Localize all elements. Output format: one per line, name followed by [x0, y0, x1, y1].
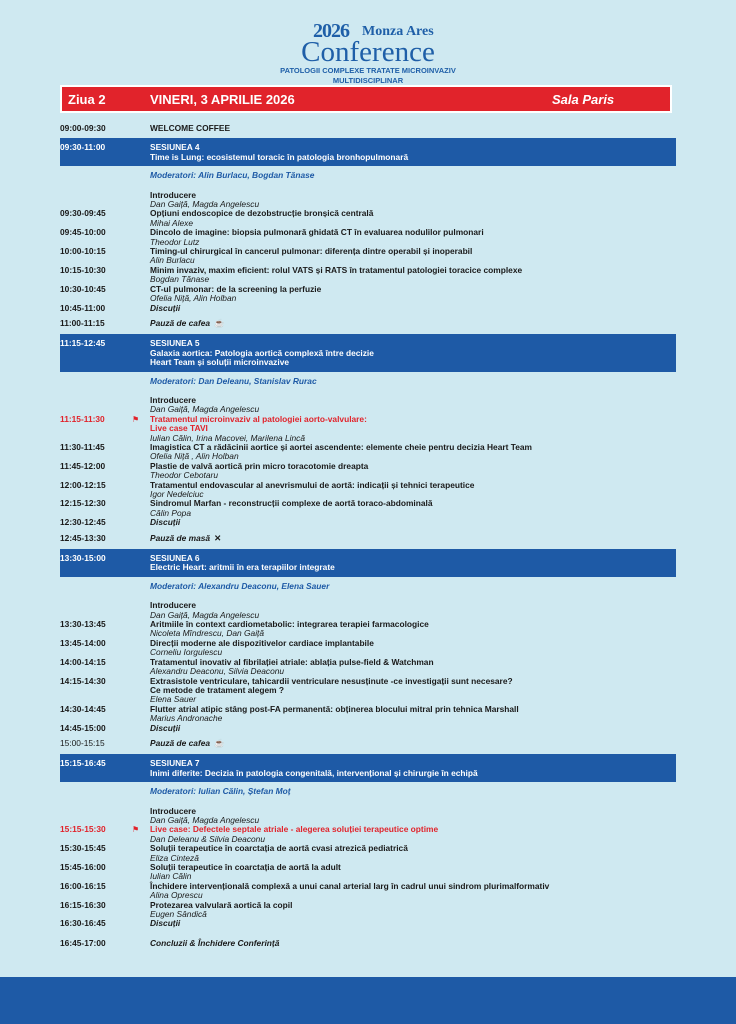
- item-time: 16:45-17:00: [60, 937, 106, 948]
- break-row: [60, 534, 676, 543]
- item-title: Concluzii & Închidere Conferință: [150, 937, 280, 948]
- moderators: Moderatori: Alexandru Deaconu, Elena Sauer: [150, 580, 330, 591]
- break-time: 12:45-13:30: [60, 532, 106, 543]
- item-title: Introducere: [150, 805, 197, 816]
- item-row: [60, 518, 676, 527]
- program-item: [60, 481, 676, 500]
- item-title: Opțiuni endoscopice de dezobstrucție bronșică centrală: [150, 208, 374, 219]
- item-time: 10:15-10:30: [60, 264, 106, 275]
- item-title: Aritmiile în context cardiometabolic: integrarea terapiei farmacologice: [150, 619, 429, 630]
- speakers: Eliza Cinteză: [150, 852, 199, 863]
- session-title: SESIUNEA 5: [150, 338, 200, 349]
- item-row: [60, 939, 676, 948]
- session-time: [60, 769, 150, 778]
- speakers: Bogdan Tănase: [150, 274, 210, 285]
- item-title: Flutter atrial atipic stâng post-FA permanentă: obținerea blocului mitral prin tehnica Marshall: [150, 703, 519, 714]
- logo-year: 2026: [313, 20, 349, 42]
- program-item: [60, 724, 676, 733]
- break-row: [60, 319, 676, 328]
- item-title-cont: Ce metode de tratament alegem ?: [150, 684, 285, 695]
- session-title: Time is Lung: ecosistemul toracic în patologia bronhopulmonară: [150, 151, 409, 162]
- flag-icon: ⚑: [132, 825, 140, 835]
- item-title: Discuții: [150, 918, 181, 929]
- program-item: [60, 844, 676, 863]
- item-time: 16:30-16:45: [60, 918, 106, 929]
- session-header: [60, 334, 676, 371]
- item-row: [60, 724, 676, 733]
- break-title: [150, 319, 676, 328]
- item-time: 13:45-14:00: [60, 637, 106, 648]
- spacer: [60, 582, 150, 591]
- moderators-row: [60, 377, 676, 386]
- program-item: [60, 266, 676, 285]
- session-time: [60, 563, 150, 572]
- item-title: Soluții terapeutice în coarctația de aortă cvasi atrezică pediatrică: [150, 843, 408, 854]
- session-line: [60, 153, 676, 162]
- session-line: [60, 563, 676, 572]
- program-item: [60, 620, 676, 639]
- item-title: Plastie de valvă aortică prin micro toracotomie dreapta: [150, 460, 369, 471]
- program-item: [60, 863, 676, 882]
- item-title: Direcții moderne ale dispozitivelor cardiace implantabile: [150, 637, 374, 648]
- moderators-row: [60, 787, 676, 796]
- program-item: [60, 939, 676, 948]
- item-title: Imagistica CT a rădăcinii aortice și aortei ascendente: elemente cheie pentru decizia Heart Team: [150, 441, 532, 452]
- item-time: 14:45-15:00: [60, 722, 106, 733]
- program-item: [60, 901, 676, 920]
- spacer: [60, 787, 150, 796]
- break-time: 15:00-15:15: [60, 737, 105, 748]
- item-title: Minim invaziv, maxim eficient: rolul VATS și RATS în tratamentul patologiei toracice complexe: [150, 264, 523, 275]
- item-title: Dincolo de imagine: biopsia pulmonară ghidată CT în evaluarea nodulilor pulmonari: [150, 227, 484, 238]
- program-item: [60, 882, 676, 901]
- program-item: [60, 209, 676, 228]
- session-header: [60, 138, 676, 166]
- day-label: Ziua 2: [68, 92, 106, 107]
- item-time: 15:15-15:30: [60, 824, 106, 835]
- program-item: [60, 304, 676, 313]
- speakers: Dan Gaiță, Magda Angelescu: [150, 404, 260, 415]
- item-title: Sindromul Marfan - reconstrucții complexe de aortă toraco-abdominală: [150, 498, 433, 509]
- item-time: 14:00-14:15: [60, 656, 106, 667]
- program-item: [60, 658, 676, 677]
- footer-band: [0, 977, 736, 1024]
- speakers: Elena Sauer: [150, 694, 197, 705]
- conference-logo: [0, 20, 736, 86]
- item-time: 14:30-14:45: [60, 703, 106, 714]
- program-item: [60, 639, 676, 658]
- item-time: 09:45-10:00: [60, 227, 106, 238]
- session-header: [60, 754, 676, 782]
- item-time: 16:00-16:15: [60, 880, 106, 891]
- item-title: Tratamentul microinvaziv al patologiei aorto-valvulare:: [150, 413, 367, 424]
- item-time: 14:15-14:30: [60, 675, 106, 686]
- break-label: Pauză de masă: [150, 532, 211, 543]
- speakers: Ofelia Niță , Alin Holban: [150, 451, 239, 462]
- item-title: Soluții terapeutice în coarctația de aortă la adult: [150, 862, 341, 872]
- session-title: SESIUNEA 6: [150, 553, 200, 564]
- moderators: Moderatori: Iulian Călin, Ștefan Moț: [150, 786, 291, 797]
- coffee-icon: ☕: [214, 737, 225, 748]
- speakers: Theodor Cebotaru: [150, 470, 218, 481]
- item-time: 12:15-12:30: [60, 498, 106, 509]
- logo-conference: Conference: [301, 36, 435, 68]
- item-title: Live case: Defectele septale atriale - alegerea soluției terapeutice optime: [150, 824, 439, 835]
- session-time: [60, 153, 150, 162]
- item-time: [60, 191, 150, 200]
- item-title: WELCOME COFFEE: [150, 123, 231, 133]
- item-time: 12:30-12:45: [60, 517, 106, 528]
- program-list: [60, 124, 676, 948]
- speakers: Nicoleta Mîndrescu, Dan Gaiță: [150, 628, 265, 639]
- item-title-cont: Live case TAVI: [150, 423, 208, 434]
- item-title: Discuții: [150, 517, 181, 528]
- program-item: [60, 443, 676, 462]
- item-time: [60, 396, 150, 405]
- speakers: Alina Oprescu: [150, 890, 203, 901]
- session-line: [60, 358, 676, 367]
- speakers: Marius Andronache: [150, 713, 223, 724]
- break-label: Pauză de cafea: [150, 737, 211, 748]
- item-row: [60, 304, 676, 313]
- program-item: [60, 601, 676, 620]
- item-time: 09:30-09:45: [60, 208, 106, 219]
- session-time: 15:15-16:45: [60, 758, 106, 769]
- coffee-icon: ☕: [214, 317, 225, 328]
- program-item: [60, 705, 676, 724]
- session-title: Inimi diferite: Decizia în patologia congenitală, intervențional și chirurgie în echipă: [150, 767, 478, 778]
- cutlery-icon: ✕: [214, 532, 222, 543]
- item-title: Introducere: [150, 189, 197, 200]
- speakers: Eugen Sândică: [150, 909, 207, 920]
- speakers: Dan Gaiță, Magda Angelescu: [150, 199, 260, 210]
- speakers: Igor Nedelciuc: [150, 489, 204, 499]
- session-title: Electric Heart: aritmii în era terapiilor integrate: [150, 562, 335, 573]
- session-header: [60, 549, 676, 577]
- session-time: 09:30-11:00: [60, 142, 106, 153]
- moderators: Moderatori: Dan Deleanu, Stanislav Rurac: [150, 375, 317, 386]
- session-time: [60, 349, 150, 358]
- program-item: [60, 462, 676, 481]
- item-title: Închidere intervențională complexă a unui canal arterial larg în cadrul unui sindrom plurimalformativ: [150, 880, 550, 891]
- item-time: 12:00-12:15: [60, 479, 106, 490]
- logo-subtitle-2: MULTIDISCIPLINAR: [332, 76, 404, 85]
- item-time: 11:30-11:45: [60, 441, 105, 452]
- program-item: [60, 415, 676, 443]
- break-label: Pauză de cafea: [150, 317, 211, 328]
- program-item: [60, 124, 676, 133]
- item-title: Introducere: [150, 394, 197, 405]
- item-time: [60, 807, 150, 816]
- session-title: SESIUNEA 7: [150, 758, 200, 769]
- speakers: Dan Gaiță, Magda Angelescu: [150, 609, 260, 620]
- item-time: 11:15-11:30: [60, 413, 105, 424]
- item-title: Protezarea valvulară aortică la copil: [150, 899, 293, 910]
- session-time: 13:30-15:00: [60, 553, 106, 564]
- item-title: Introducere: [150, 600, 197, 611]
- spacer: [60, 171, 150, 180]
- break-time: 11:00-11:15: [60, 317, 105, 328]
- item-row: [60, 124, 676, 133]
- item-title: Tratamentul inovativ al fibrilației atriale: ablația pulse-field & Watchman: [150, 656, 434, 667]
- speakers: Mihai Alexe: [150, 217, 193, 228]
- program-item: [60, 807, 676, 826]
- program-item: [60, 285, 676, 304]
- item-title: Extrasistole ventriculare, tahicardii ventriculare nesusținute -ce investigații sunt necesare?: [150, 675, 513, 686]
- speakers: Dan Deleanu & Silvia Deaconu: [150, 833, 265, 844]
- room-name: Sala Paris: [552, 92, 615, 107]
- item-title: Discuții: [150, 302, 181, 313]
- program-item: [60, 228, 676, 247]
- break-row: [60, 739, 676, 748]
- item-time: 15:30-15:45: [60, 843, 106, 854]
- item-row: [60, 919, 676, 928]
- session-title: Heart Team și soluții microinvazive: [150, 357, 290, 368]
- speakers: Alexandru Deaconu, Silvia Deaconu: [150, 666, 285, 677]
- moderators: Moderatori: Alin Burlacu, Bogdan Tănase: [150, 170, 315, 181]
- item-title: CT-ul pulmonar: de la screening la perfuzie: [150, 283, 322, 294]
- flag-icon: ⚑: [132, 414, 140, 424]
- program-item: [60, 191, 676, 210]
- speakers: Ofelia Niță, Alin Holban: [150, 293, 237, 304]
- speakers: Corneliu Iorgulescu: [150, 647, 223, 658]
- program-item: [60, 499, 676, 518]
- item-time: 11:45-12:00: [60, 460, 106, 471]
- program-item: [60, 677, 676, 705]
- session-line: [60, 769, 676, 778]
- session-title: SESIUNEA 4: [150, 142, 200, 153]
- program-item: [60, 396, 676, 415]
- logo-brand: Monza Ares: [362, 24, 434, 39]
- day-header-band: [62, 87, 670, 111]
- item-time: 16:15-16:30: [60, 899, 106, 910]
- logo-subtitle-1: PATOLOGII COMPLEXE TRATATE MICROINVAZIV: [280, 66, 456, 75]
- item-time: 10:00-10:15: [60, 246, 106, 257]
- spacer: [60, 377, 150, 386]
- moderators-row: [60, 171, 676, 180]
- speakers: Iulian Călin: [150, 871, 192, 882]
- item-time: 10:45-11:00: [60, 302, 106, 313]
- item-time: 15:45-16:00: [60, 862, 106, 872]
- item-time: 13:30-13:45: [60, 619, 106, 630]
- day-date: VINERI, 3 APRILIE 2026: [150, 92, 295, 107]
- session-time: 11:15-12:45: [60, 338, 106, 349]
- program-item: [60, 825, 676, 844]
- program-item: [60, 247, 676, 266]
- item-time: 09:00-09:30: [60, 123, 106, 133]
- moderators-row: [60, 582, 676, 591]
- item-title: Discuții: [150, 722, 181, 733]
- spacer: [60, 686, 150, 695]
- speakers: Alin Burlacu: [150, 255, 195, 266]
- speakers: Theodor Lutz: [150, 236, 200, 247]
- break-title: [150, 534, 676, 543]
- spacer: [60, 424, 150, 433]
- speakers: Iulian Călin, Irina Macovei, Marilena Lincă: [150, 432, 306, 443]
- item-time: 10:30-10:45: [60, 283, 106, 294]
- program-item: [60, 919, 676, 928]
- speakers: Călin Popa: [150, 507, 191, 518]
- session-title: Galaxia aortica: Patologia aortică complexă între decizie: [150, 347, 374, 358]
- item-time: [60, 601, 150, 610]
- speakers: Dan Gaiță, Magda Angelescu: [150, 814, 260, 825]
- session-time: [60, 358, 150, 367]
- break-title: [150, 739, 676, 748]
- item-title: Tratamentul endovascular al anevrismului de aortă: indicații și tehnici terapeutice: [150, 479, 475, 490]
- program-item: [60, 518, 676, 527]
- item-title: Timing-ul chirurgical în cancerul pulmonar: diferența dintre operabil și inoperabil: [150, 246, 473, 257]
